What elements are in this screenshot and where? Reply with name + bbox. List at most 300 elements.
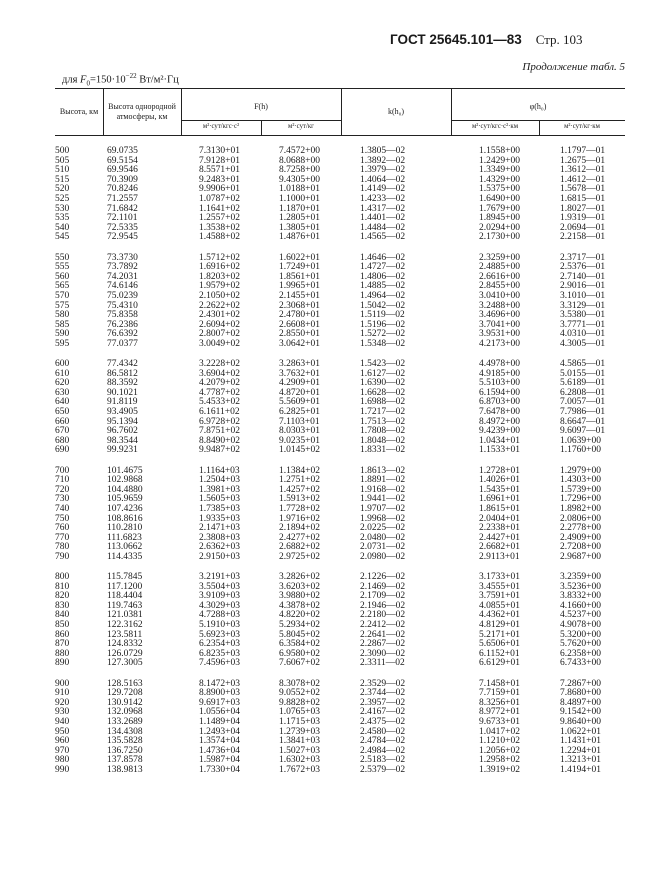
table-cell: 8.9772+01	[479, 707, 520, 718]
table-cell: 2.0731—02	[360, 542, 406, 553]
table-cell: 710	[55, 475, 70, 486]
table-cell: 650	[55, 407, 70, 417]
table-cell: 1.7385+03	[199, 503, 240, 514]
table-cell: 990	[55, 764, 70, 775]
col-height: Высота, км	[59, 107, 99, 116]
table-cell: 9.0235+01	[279, 435, 320, 446]
table-cell: 96.7602	[107, 426, 138, 437]
table-cell: 7.8751+02	[199, 426, 240, 437]
table-cell: 1.7679+00	[479, 203, 520, 214]
table-cell: 102.9868	[107, 475, 143, 486]
header-vline	[539, 120, 540, 135]
table-cell: 1.8331—02	[360, 445, 406, 456]
table-cell: 580	[55, 310, 70, 321]
table-cell: 2.6616+00	[479, 271, 520, 282]
table-cell: 830	[55, 600, 70, 611]
table-cell: 1.4064—02	[360, 174, 406, 185]
table-cell: 2.9113+01	[479, 551, 520, 562]
table-cell: 930	[55, 707, 70, 718]
table-cell: 5.5103+00	[479, 378, 520, 389]
table-cell: 860	[55, 629, 70, 640]
table-cell: 2.9725+02	[279, 551, 320, 562]
table-cell: 9.6917+03	[199, 697, 240, 708]
table-cell: 9.4239+00	[479, 426, 520, 437]
table-cell: 2.3068+01	[279, 300, 320, 311]
table-cell: 1.2429+00	[479, 155, 520, 166]
table-cell: 1.6961+01	[479, 494, 520, 505]
table-cell: 1.5739+00	[560, 484, 601, 495]
table-cell: 88.3592	[107, 378, 138, 389]
header-vline	[261, 120, 262, 135]
table-cell: 690	[55, 445, 70, 456]
table-cell: 2.2338+01	[479, 523, 520, 534]
table-cell: 77.0377	[107, 338, 138, 349]
table-cell: 3.1010—01	[560, 290, 606, 301]
col-F: F(h)	[254, 102, 268, 111]
table-cell: 2.0480—02	[360, 532, 406, 543]
table-cell: 1.8613—02	[360, 465, 406, 476]
table-cell: 750	[55, 513, 70, 524]
table-cell: 70.3909	[107, 174, 138, 185]
table-cell: 123.5811	[107, 629, 143, 640]
table-cell: 9.9487+02	[199, 445, 240, 456]
table-cell: 3.9109+03	[199, 591, 240, 602]
flux-exponent: −22	[125, 72, 137, 80]
table-cell: 1.2751+02	[279, 475, 320, 486]
table-cell: 2.3717—01	[560, 252, 606, 263]
table-cell: 540	[55, 222, 70, 233]
table-cell: 1.5348—02	[360, 338, 406, 349]
table-cell: 2.3957—02	[360, 697, 406, 708]
table-cell: 2.0294+00	[479, 222, 520, 233]
table-cell: 920	[55, 697, 70, 708]
table-cell: 8.5571+01	[199, 165, 240, 176]
table-cell: 95.1394	[107, 416, 138, 427]
table-cell: 1.3538+02	[199, 222, 240, 233]
table-cell: 86.5812	[107, 368, 138, 379]
page-number: Стр. 103	[535, 32, 583, 47]
table-cell: 1.9968—02	[360, 513, 406, 524]
flux-units: Вт/м²·Гц	[136, 74, 179, 86]
table-cell: 99.9231	[107, 445, 138, 456]
table-cell: 1.2958+02	[479, 755, 520, 766]
table-cell: 2.7208+00	[560, 542, 601, 553]
table-cell: 1.0434+01	[479, 435, 520, 446]
table-cell: 1.4736+04	[199, 745, 240, 756]
table-cell: 72.1101	[107, 213, 138, 224]
table-cell: 1.8561+01	[279, 271, 320, 282]
table-cell: 119.7463	[107, 600, 143, 611]
table-cell: 3.2826+02	[279, 572, 320, 582]
table-cell: 1.9579+02	[199, 281, 240, 292]
table-cell: 5.1910+03	[199, 620, 240, 630]
table-cell: 1.0188+01	[279, 184, 320, 195]
table-cell: 6.8703+00	[479, 397, 520, 408]
table-cell: 1.9335+03	[199, 513, 240, 524]
table-cell: 74.6146	[107, 281, 138, 292]
table-cell: 3.0410+00	[479, 290, 520, 301]
table-cell: 2.4375—02	[360, 716, 406, 727]
table-cell: 1.5423—02	[360, 359, 406, 369]
table-cell: 1.6815—01	[560, 194, 606, 204]
table-cell: 1.4646—02	[360, 252, 406, 263]
table-cell: 1.9319—01	[560, 213, 606, 224]
table-cell: 2.1050+02	[199, 290, 240, 301]
table-cell: 4.8129+01	[479, 620, 520, 630]
table-cell: 128.5163	[107, 678, 143, 689]
table-cell: 670	[55, 426, 70, 437]
table-cell: 1.8203+02	[199, 271, 240, 282]
table-cell: 2.3311—02	[360, 658, 405, 669]
table-cell: 1.1641+02	[199, 203, 240, 214]
table-cell: 9.9906+01	[199, 184, 240, 195]
table-cell: 3.7591+01	[479, 591, 520, 602]
table-cell: 3.2191+03	[199, 572, 240, 582]
table-cell: 71.2557	[107, 194, 138, 204]
table-cell: 2.1730+00	[479, 232, 520, 243]
flux-value: =150·10	[89, 74, 126, 86]
table-cell: 4.4978+00	[479, 359, 520, 369]
flux-symbol: F	[80, 74, 87, 86]
col-phi-unit1: м²·сут/кгс·с²·км	[471, 123, 519, 130]
table-cell: 73.3730	[107, 252, 138, 263]
table-cell: 1.5605+03	[199, 494, 240, 505]
table-cell: 1.0622+01	[560, 726, 601, 737]
table-cell: 2.5183—02	[360, 755, 406, 766]
table-cell: 1.0145+02	[279, 445, 320, 456]
table-cell: 5.6923+03	[199, 629, 240, 640]
table-cell: 6.2358+00	[560, 648, 601, 659]
table-cell: 2.9150+03	[199, 551, 240, 562]
table-cell: 950	[55, 726, 70, 737]
table-cell: 7.2867+00	[560, 678, 601, 689]
table-cell: 121.0381	[107, 610, 143, 621]
table-cell: 6.9580+02	[279, 648, 320, 659]
table-cell: 2.2641—02	[360, 629, 406, 640]
table-cell: 90.1021	[107, 387, 138, 398]
table-cell: 2.8550+01	[279, 329, 320, 340]
table-cell: 3.5504+03	[199, 581, 240, 592]
table-cell: 1.1000+01	[279, 194, 320, 204]
table-cell: 520	[55, 184, 70, 195]
table-cell: 4.4362+01	[479, 610, 520, 621]
table-cell: 75.0239	[107, 290, 138, 301]
table-cell: 5.7620+00	[560, 639, 601, 650]
table-cell: 1.3805—02	[360, 146, 406, 156]
table-cell: 7.4572+00	[279, 146, 320, 156]
table-cell: 1.2728+01	[479, 465, 520, 476]
table-cell: 1.1210+02	[479, 736, 520, 747]
table-cell: 4.9185+00	[479, 368, 520, 379]
table-cell: 7.6067+02	[279, 658, 320, 669]
table-cell: 2.4277+02	[279, 532, 320, 543]
table-cell: 2.4780+01	[279, 310, 320, 321]
continuation-note: Продолжение табл. 5	[522, 61, 625, 73]
table-cell: 2.4984—02	[360, 745, 406, 756]
table-cell: 880	[55, 648, 70, 659]
table-cell: 1.1164+03	[199, 465, 240, 476]
table-cell: 630	[55, 387, 70, 398]
table-cell: 2.0225—02	[360, 523, 406, 534]
table-cell: 840	[55, 610, 70, 621]
table-cell: 1.6916+02	[199, 262, 240, 273]
table-cell: 5.4533+02	[199, 397, 240, 408]
table-cell: 136.7250	[107, 745, 143, 756]
table-cell: 1.9441—02	[360, 494, 406, 505]
table-cell: 7.4596+03	[199, 658, 240, 669]
table-cell: 69.9546	[107, 165, 138, 176]
table-cell: 6.2808—01	[560, 387, 606, 398]
table-cell: 2.3529—02	[360, 678, 406, 689]
table-cell: 8.1472+03	[199, 678, 240, 689]
table-cell: 1.7249+01	[279, 262, 320, 273]
table-cell: 1.3349+00	[479, 165, 520, 176]
phi-divider	[451, 120, 625, 121]
table-cell: 3.2488+00	[479, 300, 520, 311]
table-cell: 2.3808+03	[199, 532, 240, 543]
table-cell: 1.7217—02	[360, 407, 406, 417]
table-cell: 600	[55, 359, 70, 369]
table-cell: 1.4317—02	[360, 203, 406, 214]
table-cell: 4.3005—01	[560, 338, 606, 349]
table-cell: 2.1455+01	[279, 290, 320, 301]
table-cell: 9.6733+01	[479, 716, 520, 727]
table-cell: 8.6647—01	[560, 416, 606, 427]
table-cell: 1.4885—02	[360, 281, 406, 292]
table-cell: 4.8720+01	[279, 387, 320, 398]
table-cell: 1.3981+03	[199, 484, 240, 495]
table-cell: 6.1152+01	[479, 648, 520, 659]
table-cell: 1.1797—01	[560, 146, 606, 156]
table-cell: 3.2228+02	[199, 359, 240, 369]
table-cell: 6.8235+03	[199, 648, 240, 659]
table-cell: 4.0310—01	[560, 329, 606, 340]
table-cell: 1.7808—02	[360, 426, 406, 437]
table-cell: 555	[55, 262, 70, 273]
table-cell: 2.1894+02	[279, 523, 320, 534]
table-cell: 1.6490+00	[479, 194, 520, 204]
table-cell: 8.4972+00	[479, 416, 520, 427]
table-cell: 1.4588+02	[199, 232, 240, 243]
table-cell: 760	[55, 523, 70, 534]
table-cell: 4.7288+03	[199, 610, 240, 621]
table-cell: 1.2557+02	[199, 213, 240, 224]
table-cell: 7.6478+00	[479, 407, 520, 417]
table-cell: 4.9078+00	[560, 620, 601, 630]
table-cell: 1.1431+01	[560, 736, 601, 747]
table-cell: 117.1200	[107, 581, 143, 592]
table-cell: 2.6608+01	[279, 319, 320, 330]
table-cell: 2.2867—02	[360, 639, 406, 650]
table-cell: 1.4194+01	[560, 764, 601, 775]
table-cell: 137.8578	[107, 755, 143, 766]
table-cell: 1.0556+04	[199, 707, 240, 718]
table-cell: 115.7845	[107, 572, 143, 582]
table-cell: 1.5987+04	[199, 755, 240, 766]
table-cell: 111.6823	[107, 532, 142, 543]
table-cell: 2.0980—02	[360, 551, 406, 562]
table-cell: 5.2171+01	[479, 629, 520, 640]
table-cell: 2.2180—02	[360, 610, 406, 621]
table-cell: 1.1558+00	[479, 146, 520, 156]
table-cell: 6.6129+01	[479, 658, 520, 669]
table-cell: 77.4342	[107, 359, 138, 369]
table-cell: 2.6362+03	[199, 542, 240, 553]
col-phi: φ(h₀)	[529, 102, 547, 111]
table-cell: 1.8615+01	[479, 503, 520, 514]
table-cell: 8.8490+02	[199, 435, 240, 446]
table-cell: 1.2739+03	[279, 726, 320, 737]
table-cell: 1.6390—02	[360, 378, 406, 389]
table-cell: 2.4784—02	[360, 736, 406, 747]
table-cell: 9.8828+02	[279, 697, 320, 708]
table-cell: 135.5828	[107, 736, 143, 747]
table-cell: 2.4167—02	[360, 707, 406, 718]
table-cell: 700	[55, 465, 70, 476]
table-cell: 113.0662	[107, 542, 143, 553]
table-cell: 2.3090—02	[360, 648, 406, 659]
table-cell: 1.2493+04	[199, 726, 240, 737]
table-cell: 7.3130+01	[199, 146, 240, 156]
table-cell: 1.8027—01	[560, 203, 606, 214]
table-cell: 680	[55, 435, 70, 446]
table-cell: 2.3744—02	[360, 688, 406, 699]
table-cell: 138.9813	[107, 764, 143, 775]
table-cell: 4.5865—01	[560, 359, 606, 369]
table-cell: 1.0765+03	[279, 707, 320, 718]
table-cell: 1.3919+02	[479, 764, 520, 775]
table-cell: 1.0417+02	[479, 726, 520, 737]
table-cell: 1.5042—02	[360, 300, 406, 311]
table-cell: 515	[55, 174, 70, 185]
col-phi-unit2: м²·сут/кг·км	[564, 123, 600, 130]
table-cell: 575	[55, 300, 70, 311]
table-cell: 1.9168—02	[360, 484, 406, 495]
table-cell: 6.2354+03	[199, 639, 240, 650]
col-homog: Высота однородной атмосферы, км	[108, 102, 176, 121]
table-cell: 1.8982+00	[560, 503, 601, 514]
flux-condition	[62, 72, 179, 88]
table-cell: 1.3979—02	[360, 165, 406, 176]
table-cell: 900	[55, 678, 70, 689]
table-cell: 1.4257+02	[279, 484, 320, 495]
table-cell: 5.8045+02	[279, 629, 320, 640]
table-cell: 7.7159+01	[479, 688, 520, 699]
table-cell: 800	[55, 572, 70, 582]
table-cell: 4.7787+02	[199, 387, 240, 398]
table-cell: 133.2689	[107, 716, 143, 727]
table-cell: 3.3129—01	[560, 300, 606, 311]
table-cell: 70.8246	[107, 184, 138, 195]
col-k: k(h₀)	[387, 107, 405, 116]
table-cell: 7.9128+01	[199, 155, 240, 166]
table-cell: 1.4401—02	[360, 213, 406, 224]
table-cell: 6.3584+02	[279, 639, 320, 650]
table-cell: 3.7041+00	[479, 319, 520, 330]
flux-subscript: 0	[86, 79, 90, 88]
table-cell: 5.5609+01	[279, 397, 320, 408]
table-cell: 525	[55, 194, 70, 204]
table-cell: 1.1870+01	[279, 203, 320, 214]
table-cell: 1.0639+00	[560, 435, 601, 446]
table-cell: 1.9707—02	[360, 503, 406, 514]
table-cell: 2.9016—01	[560, 281, 606, 292]
table-cell: 2.9687+00	[560, 551, 601, 562]
table-cell: 3.7771—01	[560, 319, 606, 330]
table-cell: 2.6682+01	[479, 542, 520, 553]
table-cell: 500	[55, 146, 70, 156]
table-cell: 1.5375+00	[479, 184, 520, 195]
table-cell: 730	[55, 494, 70, 505]
table-cell: 110.2810	[107, 523, 143, 534]
table-cell: 1.3892—02	[360, 155, 406, 166]
table-cell: 129.7208	[107, 688, 143, 699]
table-cell: 1.7330+04	[199, 764, 240, 775]
table-cell: 7.1103+01	[279, 416, 320, 427]
table-cell: 5.6189—01	[560, 378, 606, 389]
table-cell: 1.9965+01	[279, 281, 320, 292]
table-cell: 1.4876+01	[279, 232, 320, 243]
table-cell: 2.2622+02	[199, 300, 240, 311]
table-cell: 104.4880	[107, 484, 143, 495]
table-cell: 980	[55, 755, 70, 766]
table-cell: 76.2386	[107, 319, 138, 330]
table-cell: 1.5913+02	[279, 494, 320, 505]
table-cell: 620	[55, 378, 70, 389]
table-cell: 8.3078+02	[279, 678, 320, 689]
table-cell: 720	[55, 484, 70, 495]
table-cell: 4.5237+00	[560, 610, 601, 621]
table-cell: 1.2675—01	[560, 155, 606, 166]
table-cell: 8.0303+01	[279, 426, 320, 437]
table-cell: 560	[55, 271, 70, 282]
table-cell: 9.6097—01	[560, 426, 606, 437]
table-cell: 5.2934+02	[279, 620, 320, 630]
table-cell: 3.7632+01	[279, 368, 320, 379]
table-cell: 550	[55, 252, 70, 263]
table-cell: 1.5272—02	[360, 329, 406, 340]
table-cell: 69.5154	[107, 155, 138, 166]
table-cell: 2.0694—01	[560, 222, 606, 233]
table-cell: 850	[55, 620, 70, 630]
table-cell: 1.2294+01	[560, 745, 601, 756]
table-cell: 132.0968	[107, 707, 143, 718]
table-cell: 2.6094+02	[199, 319, 240, 330]
table-cell: 1.3612—01	[560, 165, 606, 176]
table-cell: 1.4727—02	[360, 262, 406, 273]
table-cell: 71.6842	[107, 203, 138, 214]
table-cell: 1.4612—01	[560, 174, 606, 185]
table-cell: 93.4905	[107, 407, 138, 417]
table-cell: 960	[55, 736, 70, 747]
table-cell: 118.4404	[107, 591, 143, 602]
table-cell: 810	[55, 581, 70, 592]
page-header	[390, 31, 626, 49]
table-cell: 2.4885+00	[479, 262, 520, 273]
table-cell: 5.6506+01	[479, 639, 520, 650]
standard-number: ГОСТ 25645.101—83	[390, 32, 522, 47]
table-cell: 505	[55, 155, 70, 166]
table-cell: 1.3841+03	[279, 736, 320, 747]
table-cell: 2.3259+00	[479, 252, 520, 263]
table-cell: 3.8332+00	[560, 591, 601, 602]
table-cell: 1.4806—02	[360, 271, 406, 282]
table-cell: 790	[55, 551, 70, 562]
table-cell: 9.0552+02	[279, 688, 320, 699]
table-cell: 1.5435+01	[479, 484, 520, 495]
table-cell: 1.8945+00	[479, 213, 520, 224]
table-cell: 1.6127—02	[360, 368, 406, 379]
